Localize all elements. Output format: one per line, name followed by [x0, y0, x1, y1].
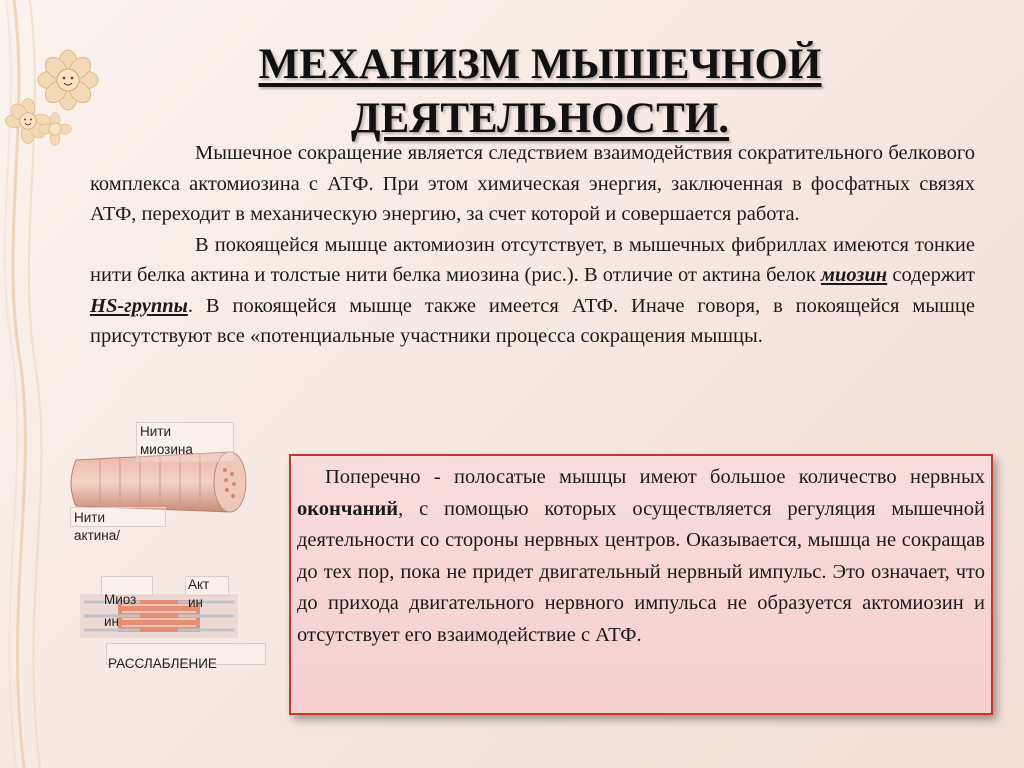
paragraph-2-part-2: содержит	[887, 264, 975, 286]
label-myosin: Миоз ин	[104, 592, 137, 629]
highlight-myosin: миозин	[820, 264, 888, 286]
label-myosin-filaments: Нити миозина	[140, 424, 193, 457]
page-title	[180, 38, 900, 146]
paragraph-2	[90, 230, 975, 352]
label-actin: Акт ин	[188, 577, 210, 610]
title-line-1: МЕХАНИЗМ МЫШЕЧНОЙ	[258, 41, 822, 88]
paragraph-2-part-1: В покоящейся мышце актомиозин отсутствует, в мышечных фибриллах имеются тонкие нити белка актина и толстые нити белка миозина (рис.). В отличие от актина белок	[90, 233, 975, 286]
info-part-2: , с помощью которых осуществляется регуляция мышечной деятельности со стороны нервных центров. Оказывается, мышца не сокращав до тех пор, пока не придет двигательный нервный импульс. Это означает, что до прихода двигательного нервного импульса не образуется актомиозин и отсутствует его взаимодействие с АТФ.	[297, 497, 985, 646]
paragraph-2-part-3: . В покоящейся мышце также имеется АТФ. Иначе говоря, в покоящейся мышце присутствуют все «потенциальные участники процесса сокращения мышцы.	[90, 294, 975, 347]
body-text	[90, 138, 975, 352]
flower-decoration-icon	[0, 25, 110, 155]
label-relaxation: РАССЛАБЛЕНИЕ	[108, 656, 217, 671]
info-part-1: Поперечно - полосатые мышцы имеют большое количество нервных	[325, 466, 985, 488]
label-actin-filaments: Нити актина/	[74, 510, 121, 543]
paragraph-1: Мышечное сокращение является следствием взаимодействия сократительного белкового комплекса актомиозина с АТФ. При этом химическая энергия, заключенная в фосфатных связях АТФ, переходит в механическую энергию, за счет которой и совершается работа.	[90, 142, 975, 225]
info-box-text	[297, 462, 985, 651]
info-paragraph	[297, 462, 985, 651]
title-line-2: ДЕЯТЕЛЬНОСТИ.	[351, 95, 729, 142]
info-bold-endings: окончаний	[297, 497, 399, 520]
highlight-hs-groups: HS-группы	[90, 294, 188, 317]
